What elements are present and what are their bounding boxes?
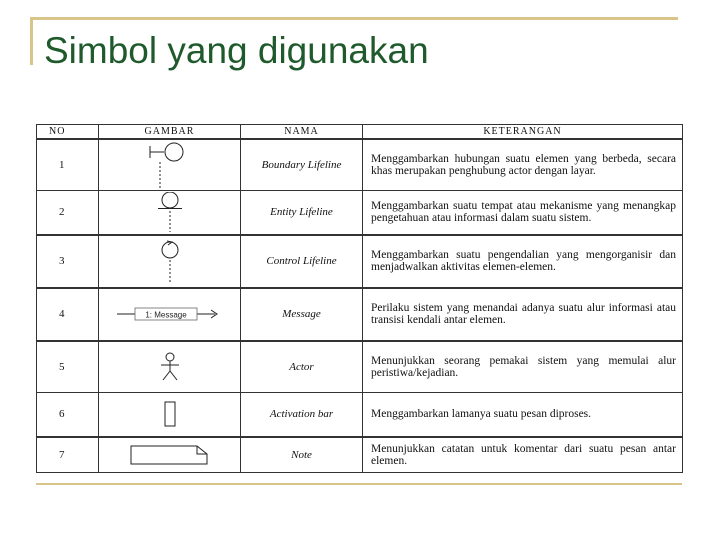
symbol-table-container (36, 124, 682, 484)
header-keterangan: KETERANGAN (363, 125, 683, 139)
row-name: Control Lifeline (241, 235, 363, 288)
row-number: 3 (37, 235, 99, 288)
slide-title: Simbol yang digunakan (44, 30, 429, 71)
row-picture (99, 288, 241, 341)
row-picture (99, 139, 241, 191)
row-description: Menggambarkan suatu tempat atau mekanisme yang menangkap pengetahuan atau informasi dalam suatu sistem. (363, 191, 683, 235)
row-name: Message (241, 288, 363, 341)
row-number: 2 (37, 191, 99, 235)
table-row (37, 288, 683, 341)
row-picture (99, 235, 241, 288)
row-name: Entity Lifeline (241, 191, 363, 235)
row-description: Menggambarkan hubungan suatu elemen yang berbeda, secara khas merupakan penghubung actor dengan layar. (363, 139, 683, 191)
table-row (37, 139, 683, 191)
row-description: Perilaku sistem yang menandai adanya suatu alur informasi atau transisi kendali antar elemen. (363, 288, 683, 341)
table-row (37, 191, 683, 235)
row-picture (99, 191, 241, 235)
row-description: Menunjukkan seorang pemakai sistem yang memulai alur peristiwa/kejadian. (363, 341, 683, 393)
row-description: Menggambarkan lamanya suatu pesan diproses. (363, 393, 683, 437)
frame-top-line (30, 17, 678, 20)
message-arrow-icon (115, 304, 225, 324)
table-header-row (37, 125, 683, 139)
row-picture (99, 341, 241, 393)
table-row (37, 341, 683, 393)
message-label: 1: Message (144, 310, 187, 320)
entity-lifeline-icon (130, 192, 210, 232)
row-number: 6 (37, 393, 99, 437)
row-number: 4 (37, 288, 99, 341)
row-name: Actor (241, 341, 363, 393)
row-number: 7 (37, 437, 99, 473)
table-row (37, 437, 683, 473)
row-number: 5 (37, 341, 99, 393)
table-row (37, 393, 683, 437)
row-name: Note (241, 437, 363, 473)
row-name: Activation bar (241, 393, 363, 437)
row-description: Menunjukkan catatan untuk komentar dari suatu pesan antar elemen. (363, 437, 683, 473)
bottom-rule (36, 483, 682, 485)
row-name: Boundary Lifeline (241, 139, 363, 191)
frame-left-line (30, 17, 33, 65)
symbol-table (36, 124, 683, 473)
header-nama: NAMA (241, 125, 363, 139)
actor-icon (150, 352, 190, 382)
boundary-lifeline-icon (130, 142, 210, 188)
note-icon (125, 442, 215, 468)
header-no: NO (37, 125, 99, 139)
row-number: 1 (37, 139, 99, 191)
activation-bar-icon (150, 399, 190, 429)
header-gambar: GAMBAR (99, 125, 241, 139)
table-row (37, 235, 683, 288)
control-lifeline-icon (130, 238, 210, 284)
row-description: Menggambarkan suatu pengendalian yang mengorganisir dan menjadwalkan aktivitas elemen-elemen. (363, 235, 683, 288)
row-picture (99, 437, 241, 473)
row-picture (99, 393, 241, 437)
